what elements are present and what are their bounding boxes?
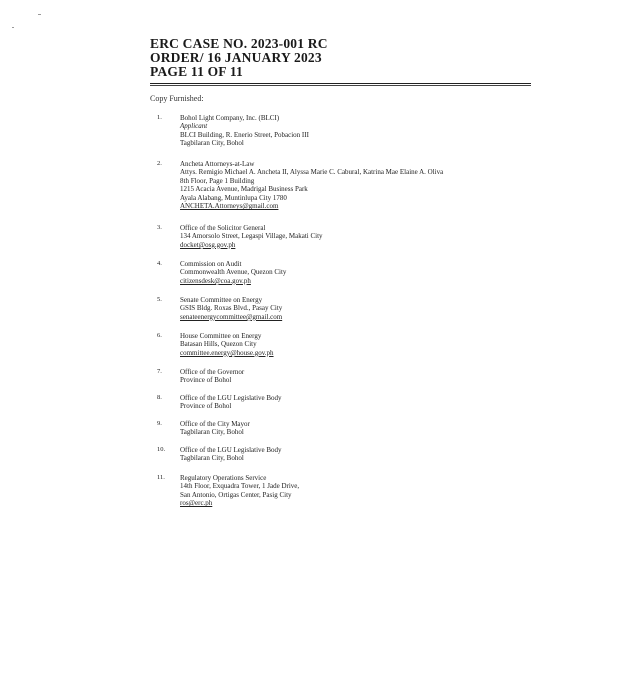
recipient-email-link[interactable]: committee.energy@house.gov.ph: [180, 348, 274, 357]
recipient-name: Office of the Solicitor General: [180, 224, 266, 232]
header-rule-secondary: [150, 85, 531, 86]
scan-speck: [38, 14, 41, 15]
recipient-address-line: Ayala Alabang, Muntinlupa City 1780: [180, 193, 287, 202]
recipient-name: Office of the Governor: [180, 368, 245, 376]
recipient-number: 8.: [157, 394, 162, 401]
case-header: [150, 37, 540, 79]
recipient-email-link[interactable]: citizensdesk@coa.gov.ph: [180, 276, 251, 285]
recipient-address-line: San Antonio, Ortigas Center, Pasig City: [180, 490, 292, 499]
recipient-address-line: Applicant: [180, 122, 208, 131]
recipient-name: Ancheta Attorneys-at-Law: [180, 160, 255, 168]
recipient-item: [157, 224, 517, 249]
recipient-address-line: 1215 Acacia Avenue, Madrigal Business Park: [180, 185, 308, 194]
recipient-address-line: Tagbilaran City, Bohol: [180, 428, 244, 437]
recipient-number: 11.: [157, 474, 165, 481]
recipient-number: 1.: [157, 114, 162, 121]
recipient-email-link[interactable]: docket@osg.gov.ph: [180, 240, 236, 249]
recipient-address-line: 134 Amorsolo Street, Legaspi Village, Makati City: [180, 232, 323, 241]
recipient-email-link[interactable]: ros@erc.ph: [180, 499, 213, 508]
recipient-number: 3.: [157, 224, 162, 231]
recipient-name: Senate Committee on Energy: [180, 296, 263, 304]
recipient-address-line: Attys. Remigio Michael A. Ancheta II, Alyssa Marie C. Cabural, Katrina Mae Elaine A. Oliva: [180, 168, 444, 177]
recipient-number: 5.: [157, 296, 162, 303]
recipient-address-line: 8th Floor, Page 1 Building: [180, 176, 255, 185]
page-number: PAGE 11 OF 11: [150, 64, 243, 79]
order-date: ORDER/ 16 JANUARY 2023: [150, 50, 322, 65]
recipient-number: 2.: [157, 160, 162, 167]
recipient-address-line: BLCI Building, R. Enerio Street, Pobacion III: [180, 130, 309, 139]
recipient-number: 10.: [157, 446, 166, 453]
recipient-name: Commission on Audit: [180, 260, 242, 268]
recipient-name: House Committee on Energy: [180, 332, 262, 340]
recipient-number: 6.: [157, 332, 162, 339]
recipient-name: Office of the LGU Legislative Body: [180, 446, 282, 454]
recipient-item: [157, 160, 517, 210]
copy-furnished-label: Copy Furnished:: [150, 94, 204, 103]
recipient-item: [157, 474, 517, 508]
recipient-item: [157, 446, 517, 463]
recipient-address-line: Commonwealth Avenue, Quezon City: [180, 268, 287, 277]
recipient-item: [157, 260, 517, 285]
recipient-name: Bohol Light Company, Inc. (BLCI): [180, 114, 280, 122]
recipient-item: [157, 114, 517, 148]
header-rule: [150, 83, 531, 84]
scan-speck: [12, 27, 14, 28]
recipient-name: Office of the LGU Legislative Body: [180, 394, 282, 402]
recipient-address-line: Province of Bohol: [180, 376, 232, 385]
recipient-item: [157, 394, 517, 411]
recipient-item: [157, 420, 517, 437]
recipient-address-line: GSIS Bldg. Roxas Blvd., Pasay City: [180, 304, 283, 313]
recipient-address-line: Province of Bohol: [180, 402, 232, 411]
recipient-name: Office of the City Mayor: [180, 420, 250, 428]
recipient-address-line: Tagbilaran City, Bohol: [180, 454, 244, 463]
recipient-email-link[interactable]: senateenergycommittee@gmail.com: [180, 312, 283, 321]
recipient-item: [157, 368, 517, 385]
case-number: ERC CASE NO. 2023-001 RC: [150, 36, 328, 51]
recipient-item: [157, 296, 517, 321]
recipient-name: Regulatory Operations Service: [180, 474, 267, 482]
recipient-address-line: Tagbilaran City, Bohol: [180, 139, 244, 148]
recipient-address-line: Batasan Hills, Quezon City: [180, 340, 257, 349]
recipient-item: [157, 332, 517, 357]
recipient-number: 4.: [157, 260, 162, 267]
recipient-email-link[interactable]: ANCHETA.Attorneys@gmail.com: [180, 202, 279, 211]
recipient-number: 7.: [157, 368, 162, 375]
recipient-number: 9.: [157, 420, 162, 427]
recipient-address-line: 14th Floor, Exquadra Tower, 1 Jade Drive,: [180, 482, 300, 491]
